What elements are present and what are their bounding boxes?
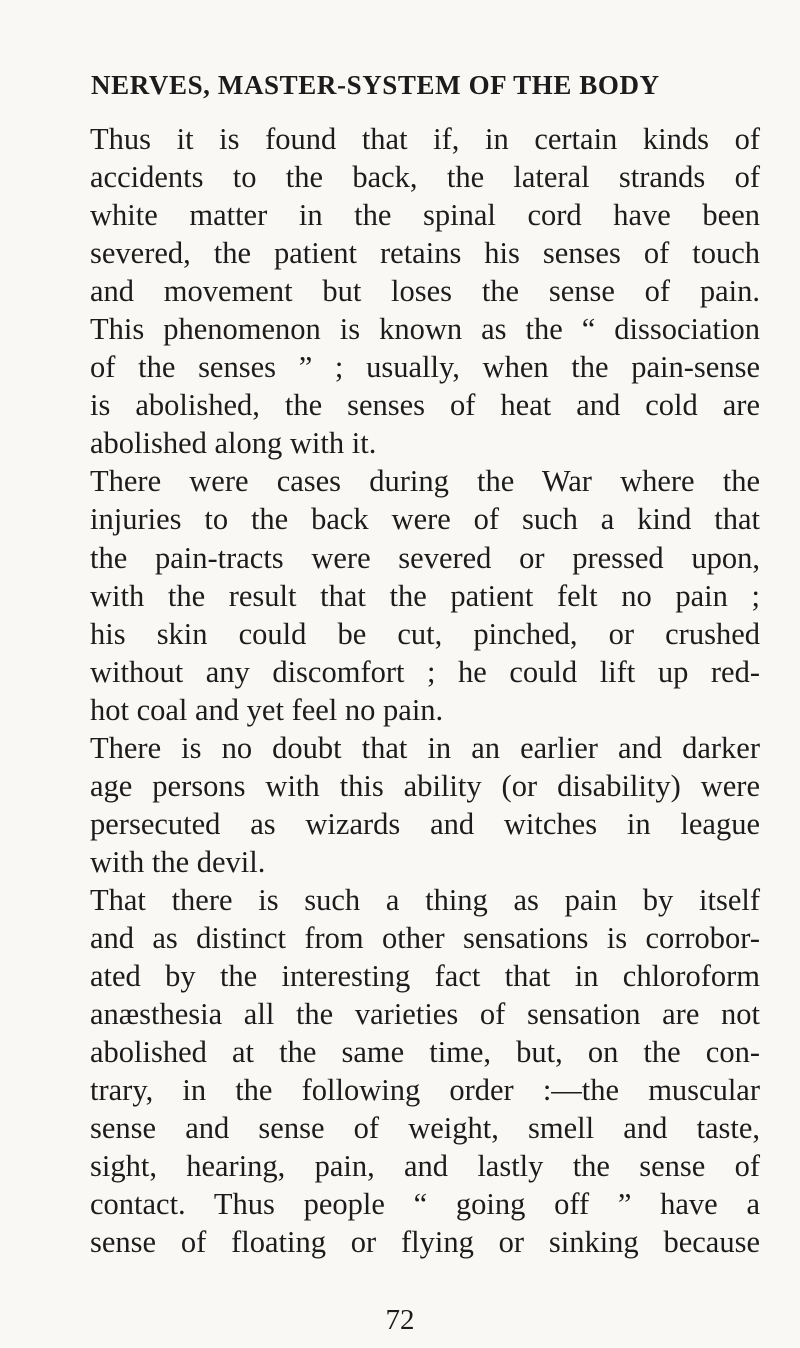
text-line: his skin could be cut, pinched, or crushed xyxy=(90,616,760,651)
text-line: contact. Thus people “ going off ” have a xyxy=(90,1187,760,1222)
text-line: This phenomenon is known as the “ dissociation xyxy=(90,312,760,347)
text-line: abolished along with it. xyxy=(90,426,377,461)
text-line: severed, the patient retains his senses of touch xyxy=(90,236,760,271)
text-line: sense and sense of weight, smell and taste, xyxy=(90,1111,760,1146)
text-line: sight, hearing, pain, and lastly the sense of xyxy=(90,1149,760,1184)
text-line: age persons with this ability (or disability) were xyxy=(90,768,760,803)
text-line: with the devil. xyxy=(90,844,266,879)
page-number: 72 xyxy=(385,1304,415,1336)
text-line: That there is such a thing as pain by itself xyxy=(90,882,760,917)
text-line: with the result that the patient felt no pain ; xyxy=(90,578,760,613)
text-line: without any discomfort ; he could lift up red- xyxy=(90,654,760,689)
body-text xyxy=(90,120,760,1261)
running-head: NERVES, MASTER-SYSTEM OF THE BODY xyxy=(91,70,660,100)
text-line: ated by the interesting fact that in chloroform xyxy=(90,959,760,994)
text-line: accidents to the back, the lateral strands of xyxy=(90,160,760,195)
text-line: hot coal and yet feel no pain. xyxy=(90,692,444,727)
text-line: There were cases during the War where the xyxy=(90,464,760,499)
text-line: abolished at the same time, but, on the con- xyxy=(90,1035,760,1070)
text-line: Thus it is found that if, in certain kinds of xyxy=(90,122,760,156)
text-line: the pain-tracts were severed or pressed upon, xyxy=(90,540,760,575)
text-line: sense of floating or flying or sinking because xyxy=(90,1225,760,1260)
text-line: white matter in the spinal cord have been xyxy=(90,198,760,233)
text-line: is abolished, the senses of heat and cold are xyxy=(90,388,760,423)
text-line: anæsthesia all the varieties of sensation are not xyxy=(90,997,760,1032)
text-line: and movement but loses the sense of pain. xyxy=(90,274,760,309)
text-line: injuries to the back were of such a kind that xyxy=(90,502,760,537)
text-line: of the senses ” ; usually, when the pain-sense xyxy=(90,350,760,385)
text-line: persecuted as wizards and witches in league xyxy=(90,806,760,841)
text-line: trary, in the following order :—the muscular xyxy=(90,1073,760,1108)
text-line: and as distinct from other sensations is corrobor- xyxy=(90,920,760,955)
text-line: There is no doubt that in an earlier and darker xyxy=(90,730,760,765)
